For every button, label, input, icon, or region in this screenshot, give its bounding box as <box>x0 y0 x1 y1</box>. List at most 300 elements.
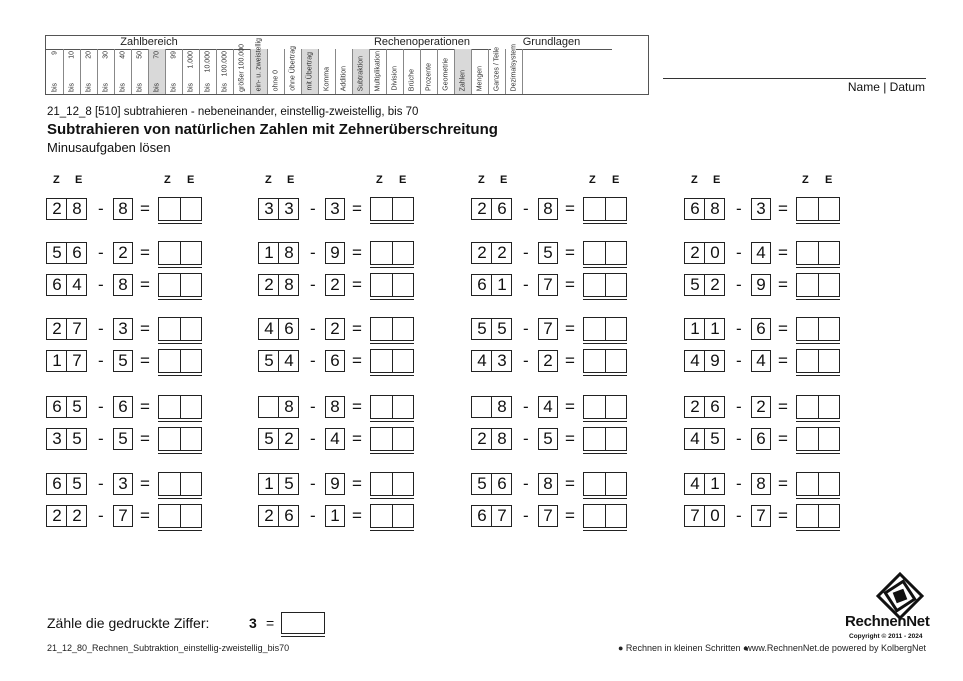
subtrahend-digit: 8 <box>756 474 766 493</box>
minus-sign: - <box>736 243 742 262</box>
equals-sign: = <box>565 319 575 338</box>
equals-sign: = <box>352 351 362 370</box>
place-value-label-z: Z <box>802 174 809 186</box>
equals-sign: = <box>565 243 575 262</box>
equals-sign: = <box>565 397 575 416</box>
ones-digit: 6 <box>704 397 725 417</box>
answer-box[interactable] <box>158 472 202 496</box>
minuend-box <box>46 396 87 418</box>
classification-column <box>505 43 522 94</box>
place-value-label-z: Z <box>478 174 485 186</box>
tens-digit: 2 <box>690 243 700 262</box>
classification-column <box>420 49 437 94</box>
subtrahend-box <box>325 198 345 220</box>
tens-digit: 1 <box>264 474 274 493</box>
category-label: Geometrie <box>442 58 450 91</box>
ones-digit: 6 <box>66 243 87 263</box>
classification-column <box>335 49 352 94</box>
subtrahend-digit: 9 <box>330 243 340 262</box>
minuend-box <box>258 473 299 495</box>
minus-sign: - <box>310 199 316 218</box>
minus-sign: - <box>523 397 529 416</box>
minuend-box <box>46 198 87 220</box>
answer-box[interactable] <box>796 273 840 297</box>
count-task-equals: = <box>266 615 275 631</box>
subtrahend-box <box>113 242 133 264</box>
minus-sign: - <box>310 397 316 416</box>
minus-sign: - <box>736 397 742 416</box>
count-answer-box[interactable] <box>281 612 325 634</box>
classification-column <box>233 44 250 94</box>
ones-digit: 8 <box>278 243 299 263</box>
range-prefix: bis <box>68 83 76 92</box>
answer-box[interactable] <box>583 197 627 221</box>
range-value: 10.000 <box>204 51 212 73</box>
ones-digit: 8 <box>278 275 299 295</box>
category-label: Prozente <box>425 62 433 91</box>
classification-column <box>386 49 403 94</box>
tens-digit: 2 <box>52 199 62 218</box>
tens-digit: 6 <box>477 506 487 525</box>
category-label: Brüche <box>408 68 416 91</box>
equals-sign: = <box>778 474 788 493</box>
answer-box[interactable] <box>158 395 202 419</box>
tens-digit: 6 <box>690 199 700 218</box>
answer-box[interactable] <box>370 427 414 451</box>
place-value-label-e: E <box>187 174 195 186</box>
minuend-box <box>258 428 299 450</box>
ones-digit: 7 <box>66 319 87 339</box>
subtrahend-box <box>113 428 133 450</box>
answer-box[interactable] <box>583 472 627 496</box>
classification-column <box>182 49 199 94</box>
category-label: Komma <box>323 66 331 91</box>
ones-digit: 1 <box>704 319 725 339</box>
equals-sign: = <box>778 397 788 416</box>
minus-sign: - <box>98 429 104 448</box>
classification-column <box>301 49 318 94</box>
equals-sign: = <box>565 429 575 448</box>
subtrahend-digit: 4 <box>756 351 766 370</box>
subtrahend-digit: 8 <box>543 199 553 218</box>
equals-sign: = <box>352 474 362 493</box>
subtrahend-box <box>113 318 133 340</box>
tens-digit: 3 <box>52 429 62 448</box>
subtrahend-box <box>325 242 345 264</box>
place-value-label-z: Z <box>53 174 60 186</box>
ones-digit: 1 <box>704 474 725 494</box>
tens-digit: 2 <box>477 429 487 448</box>
subtrahend-box <box>113 473 133 495</box>
minuend-box <box>258 198 299 220</box>
place-value-label-e: E <box>612 174 620 186</box>
subtrahend-box <box>113 350 133 372</box>
range-value: 99 <box>170 51 178 59</box>
subtrahend-box <box>538 473 558 495</box>
ones-digit: 7 <box>66 351 87 371</box>
subtrahend-digit: 5 <box>543 243 553 262</box>
subtrahend-box <box>325 350 345 372</box>
category-label: Multiplikation <box>374 50 382 91</box>
subtrahend-digit: 6 <box>330 351 340 370</box>
minus-sign: - <box>310 319 316 338</box>
answer-box[interactable] <box>370 317 414 341</box>
category-label: Dezimalsystem <box>510 43 518 91</box>
answer-box[interactable] <box>370 395 414 419</box>
answer-box[interactable] <box>158 427 202 451</box>
place-value-label-z: Z <box>265 174 272 186</box>
minus-sign: - <box>310 506 316 525</box>
classification-column <box>165 49 182 94</box>
subtrahend-digit: 2 <box>543 351 553 370</box>
minuend-box <box>258 274 299 296</box>
minuend-box <box>471 318 512 340</box>
equals-sign: = <box>140 397 150 416</box>
classification-column <box>148 49 165 94</box>
tens-digit: 1 <box>52 351 62 370</box>
answer-box[interactable] <box>370 349 414 373</box>
subtrahend-box <box>325 505 345 527</box>
ones-digit: 8 <box>66 199 87 219</box>
answer-box[interactable] <box>796 472 840 496</box>
ones-digit: 5 <box>491 319 512 339</box>
subtrahend-box <box>538 318 558 340</box>
ones-digit: 3 <box>278 199 299 219</box>
subtrahend-digit: 6 <box>118 397 128 416</box>
equals-sign: = <box>140 199 150 218</box>
answer-box[interactable] <box>158 349 202 373</box>
subtrahend-box <box>751 274 771 296</box>
minuend-box <box>258 242 299 264</box>
minus-sign: - <box>523 429 529 448</box>
tens-digit <box>259 397 279 417</box>
place-value-label-e: E <box>825 174 833 186</box>
answer-box[interactable] <box>583 504 627 528</box>
subtrahend-digit: 1 <box>330 506 340 525</box>
range-value: 70 <box>153 51 161 59</box>
answer-box[interactable] <box>796 349 840 373</box>
tens-digit: 4 <box>690 429 700 448</box>
equals-sign: = <box>352 243 362 262</box>
minus-sign: - <box>523 275 529 294</box>
minuend-box <box>46 318 87 340</box>
minuend-box <box>684 473 725 495</box>
subtrahend-digit: 7 <box>118 506 128 525</box>
minus-sign: - <box>736 319 742 338</box>
tens-digit: 6 <box>52 397 62 416</box>
subtrahend-digit: 5 <box>543 429 553 448</box>
classification-column <box>114 49 131 94</box>
ones-digit: 8 <box>278 397 299 417</box>
classification-column <box>488 46 505 94</box>
answer-box[interactable] <box>370 197 414 221</box>
tens-digit: 5 <box>52 243 62 262</box>
minuend-box <box>471 396 512 418</box>
answer-box[interactable] <box>158 241 202 265</box>
subtrahend-digit: 8 <box>543 474 553 493</box>
rechnennet-logo-icon <box>845 572 927 642</box>
tens-digit: 5 <box>477 319 487 338</box>
place-value-label-z: Z <box>589 174 596 186</box>
tens-digit: 6 <box>52 275 62 294</box>
ones-digit: 2 <box>704 275 725 295</box>
answer-box[interactable] <box>796 504 840 528</box>
minuend-box <box>46 274 87 296</box>
tens-digit: 2 <box>264 506 274 525</box>
subtrahend-box <box>538 350 558 372</box>
subtrahend-digit: 3 <box>118 319 128 338</box>
classification-column <box>369 49 386 94</box>
category-label: Mengen <box>476 65 484 91</box>
minus-sign: - <box>736 351 742 370</box>
minuend-box <box>46 350 87 372</box>
answer-box[interactable] <box>583 273 627 297</box>
equals-sign: = <box>565 199 575 218</box>
answer-box[interactable] <box>370 504 414 528</box>
subtrahend-digit: 4 <box>543 397 553 416</box>
answer-box[interactable] <box>796 241 840 265</box>
equals-sign: = <box>778 351 788 370</box>
minus-sign: - <box>523 506 529 525</box>
category-label: Ganzes / Teile <box>493 46 501 91</box>
answer-box[interactable] <box>158 197 202 221</box>
category-label: ohne Übertrag <box>289 46 297 91</box>
tens-digit: 1 <box>690 319 700 338</box>
classification-column <box>46 49 63 94</box>
ones-digit: 3 <box>491 351 512 371</box>
equals-sign: = <box>140 474 150 493</box>
answer-box[interactable] <box>796 395 840 419</box>
ones-digit: 7 <box>491 506 512 526</box>
classification-column <box>403 49 420 94</box>
place-value-label-e: E <box>500 174 508 186</box>
ones-digit: 5 <box>66 474 87 494</box>
subtrahend-box <box>113 274 133 296</box>
classification-column <box>284 46 301 94</box>
minus-sign: - <box>310 275 316 294</box>
minus-sign: - <box>310 351 316 370</box>
place-value-label-e: E <box>713 174 721 186</box>
category-label: Subtraktion <box>357 55 365 91</box>
range-value: 50 <box>136 51 144 59</box>
count-task-label: Zähle die gedruckte Ziffer: <box>47 615 210 631</box>
answer-box[interactable] <box>158 504 202 528</box>
answer-box[interactable] <box>158 273 202 297</box>
subtrahend-box <box>325 274 345 296</box>
ones-digit: 6 <box>491 474 512 494</box>
minus-sign: - <box>98 474 104 493</box>
subtrahend-digit: 6 <box>756 429 766 448</box>
equals-sign: = <box>140 319 150 338</box>
tens-digit: 2 <box>477 243 487 262</box>
tens-digit: 2 <box>477 199 487 218</box>
tens-digit: 2 <box>690 397 700 416</box>
answer-box[interactable] <box>583 317 627 341</box>
subtrahend-box <box>113 396 133 418</box>
minuend-box <box>684 505 725 527</box>
place-value-label-e: E <box>399 174 407 186</box>
classification-column <box>250 37 267 94</box>
name-date-label: Name | Datum <box>847 80 925 94</box>
tens-digit <box>472 397 492 417</box>
subtrahend-digit: 2 <box>330 275 340 294</box>
minus-sign: - <box>736 199 742 218</box>
equals-sign: = <box>778 319 788 338</box>
equals-sign: = <box>778 429 788 448</box>
subtrahend-box <box>751 396 771 418</box>
subtrahend-digit: 4 <box>756 243 766 262</box>
answer-box[interactable] <box>370 273 414 297</box>
range-prefix: bis <box>51 83 58 92</box>
answer-box[interactable] <box>796 427 840 451</box>
ones-digit: 8 <box>491 429 512 449</box>
ones-digit: 8 <box>704 199 725 219</box>
subtrahend-digit: 5 <box>118 351 128 370</box>
website-link[interactable]: www.RechnenNet.de powered by KolbergNet <box>745 643 926 653</box>
minuend-box <box>471 428 512 450</box>
subtrahend-digit: 8 <box>118 275 128 294</box>
ones-digit: 6 <box>278 506 299 526</box>
minus-sign: - <box>310 429 316 448</box>
place-value-label-z: Z <box>376 174 383 186</box>
minus-sign: - <box>523 199 529 218</box>
equals-sign: = <box>140 275 150 294</box>
place-value-label-e: E <box>75 174 83 186</box>
subtrahend-box <box>113 505 133 527</box>
equals-sign: = <box>352 506 362 525</box>
range-prefix: bis <box>119 83 127 92</box>
subtrahend-digit: 8 <box>118 199 128 218</box>
classification-column <box>522 49 539 94</box>
subtrahend-digit: 7 <box>756 506 766 525</box>
ones-digit: 5 <box>704 429 725 449</box>
classification-column <box>80 49 97 94</box>
ones-digit: 5 <box>66 429 87 449</box>
minus-sign: - <box>98 319 104 338</box>
tens-digit: 4 <box>264 319 274 338</box>
minuend-box <box>684 350 725 372</box>
copyright: Copyright © 2011 - 2024 <box>849 633 923 640</box>
tens-digit: 4 <box>690 351 700 370</box>
group-title-rechenoperationen: Rechenoperationen <box>373 36 471 48</box>
minuend-box <box>471 350 512 372</box>
answer-box[interactable] <box>370 472 414 496</box>
ones-digit: 4 <box>66 275 87 295</box>
minuend-box <box>684 274 725 296</box>
subtrahend-digit: 2 <box>330 319 340 338</box>
ones-digit: 6 <box>491 199 512 219</box>
subtrahend-digit: 3 <box>330 199 340 218</box>
answer-box[interactable] <box>583 349 627 373</box>
minus-sign: - <box>736 506 742 525</box>
tens-digit: 7 <box>690 506 700 525</box>
range-prefix: bis <box>102 83 110 92</box>
minuend-box <box>471 473 512 495</box>
subtrahend-box <box>751 428 771 450</box>
equals-sign: = <box>352 429 362 448</box>
equals-sign: = <box>778 243 788 262</box>
minuend-box <box>471 242 512 264</box>
tens-digit: 1 <box>264 243 274 262</box>
subtrahend-box <box>751 198 771 220</box>
subtrahend-box <box>325 396 345 418</box>
range-prefix: bis <box>221 83 229 92</box>
minus-sign: - <box>523 351 529 370</box>
equals-sign: = <box>140 506 150 525</box>
ones-digit: 4 <box>278 351 299 371</box>
classification-column <box>437 49 454 94</box>
subtrahend-box <box>751 318 771 340</box>
ones-digit: 8 <box>491 397 512 417</box>
subtrahend-digit: 3 <box>118 474 128 493</box>
tens-digit: 5 <box>690 275 700 294</box>
count-task-digit: 3 <box>249 615 257 631</box>
minuend-box <box>46 428 87 450</box>
equals-sign: = <box>565 351 575 370</box>
tens-digit: 4 <box>477 351 487 370</box>
minuend-box <box>471 505 512 527</box>
answer-box[interactable] <box>796 317 840 341</box>
answer-box[interactable] <box>370 241 414 265</box>
minuend-box <box>471 274 512 296</box>
minuend-box <box>258 350 299 372</box>
subtrahend-box <box>538 198 558 220</box>
minus-sign: - <box>310 474 316 493</box>
ones-digit: 2 <box>66 506 87 526</box>
range-value: 40 <box>119 51 127 59</box>
answer-box[interactable] <box>796 197 840 221</box>
classification-column <box>454 49 471 94</box>
slogan: ● Rechnen in kleinen Schritten ● <box>618 643 749 653</box>
ones-digit: 5 <box>278 474 299 494</box>
tens-digit: 4 <box>690 474 700 493</box>
subtrahend-digit: 7 <box>543 275 553 294</box>
minuend-box <box>471 198 512 220</box>
answer-box[interactable] <box>583 427 627 451</box>
answer-box[interactable] <box>583 241 627 265</box>
ones-digit: 0 <box>704 243 725 263</box>
minus-sign: - <box>98 397 104 416</box>
equals-sign: = <box>565 506 575 525</box>
category-label: mit Übertrag <box>306 52 314 91</box>
minus-sign: - <box>736 429 742 448</box>
minus-sign: - <box>310 243 316 262</box>
answer-box[interactable] <box>583 395 627 419</box>
subtrahend-box <box>538 274 558 296</box>
range-value: 10 <box>68 51 76 59</box>
classification-column <box>267 49 284 94</box>
subtrahend-digit: 9 <box>330 474 340 493</box>
minuend-box <box>46 473 87 495</box>
tens-digit: 3 <box>264 199 274 218</box>
minuend-box <box>684 198 725 220</box>
answer-box[interactable] <box>158 317 202 341</box>
subtrahend-digit: 8 <box>330 397 340 416</box>
equals-sign: = <box>352 319 362 338</box>
range-prefix: bis <box>153 83 161 92</box>
subtrahend-digit: 6 <box>756 319 766 338</box>
subtrahend-box <box>751 242 771 264</box>
range-prefix: bis <box>187 83 195 92</box>
minus-sign: - <box>98 243 104 262</box>
classification-column <box>471 49 488 94</box>
subtrahend-digit: 7 <box>543 506 553 525</box>
range-value: 9 <box>51 51 58 55</box>
classification-table <box>45 35 649 95</box>
name-date-line <box>663 78 926 79</box>
tens-digit: 5 <box>264 351 274 370</box>
equals-sign: = <box>352 275 362 294</box>
